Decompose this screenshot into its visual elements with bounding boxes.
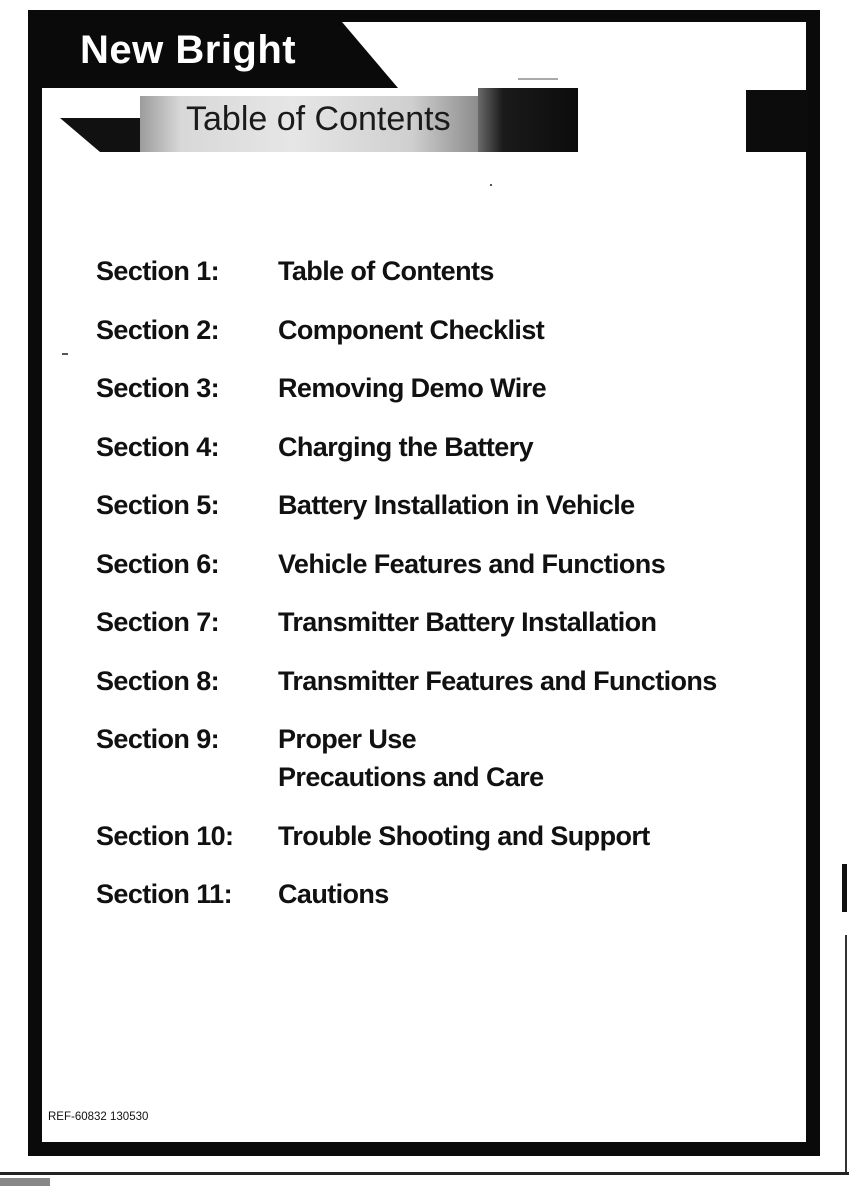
toc-section-title: Cautions [278,879,389,909]
toc-entry[interactable] [96,662,786,700]
toc-title-block [278,252,494,290]
scan-margin-mark [842,864,847,912]
toc-entry[interactable] [96,817,786,855]
toc-section-title: Transmitter Battery Installation [278,607,657,637]
scan-bottom-line [0,1172,849,1175]
toc-title-block [278,311,544,349]
toc-entry[interactable] [96,428,786,466]
toc-title-block [278,875,389,913]
page-edge-tab [746,90,808,152]
toc-section-label: Section 2: [96,314,220,345]
page-border-bottom [28,1142,820,1156]
toc-title-block [278,545,665,583]
toc-title-block [278,428,533,466]
reference-code: REF-60832 130530 [48,1111,149,1123]
header-dark-block [478,88,578,152]
toc-section-title: Battery Installation in Vehicle [278,490,635,520]
toc-section-title: Vehicle Features and Functions [278,548,666,579]
toc-entry[interactable] [96,720,786,796]
toc-section-label: Section 8: [96,665,220,696]
page-border-top [28,10,820,22]
brand-logo-text: New Bright [80,28,297,72]
toc-section-title: Component Checklist [278,314,545,345]
toc-section-label: Section 11: [96,879,232,909]
toc-section-label: Section 4: [96,431,220,462]
toc-section-title: Table of Contents [278,256,494,286]
toc-entry[interactable] [96,252,786,290]
toc-entry[interactable] [96,545,786,583]
toc-title-block [278,662,717,700]
toc-section-title: Trouble Shooting and Support [278,820,650,851]
toc-section-label: Section 9: [96,724,220,754]
scan-speck [0,1178,50,1186]
toc-section-title: Transmitter Features and Functions [278,665,717,696]
scan-speck [518,78,558,80]
toc-section-label: Section 6: [96,548,220,579]
scan-speck [490,184,492,186]
toc-section-label: Section 10: [96,820,234,851]
toc-section-title: Precautions and Care [278,762,544,792]
toc-entry[interactable] [96,311,786,349]
toc-entry[interactable] [96,603,786,641]
toc-title-block [278,486,635,524]
toc-section-label: Section 1: [96,256,220,286]
toc-title-block [278,817,650,855]
scan-speck [62,353,68,355]
toc-section-label: Section 7: [96,607,220,637]
toc-title-block [278,369,546,407]
toc-section-title: Removing Demo Wire [278,373,547,403]
toc-section-title: Charging the Battery [278,431,534,462]
toc-section-label: Section 5: [96,490,220,520]
toc-entry[interactable] [96,486,786,524]
page-border-left [28,10,42,1154]
page-border-right [806,10,820,1154]
toc-entry[interactable] [96,369,786,407]
toc-list [96,252,786,934]
scan-margin-line [845,935,847,1175]
toc-section-label: Section 3: [96,373,220,403]
toc-title-block [278,720,544,796]
toc-entry[interactable] [96,875,786,913]
toc-section-title: Proper Use [278,724,417,754]
toc-title-block [278,603,656,641]
page-title: Table of Contents [186,100,451,138]
